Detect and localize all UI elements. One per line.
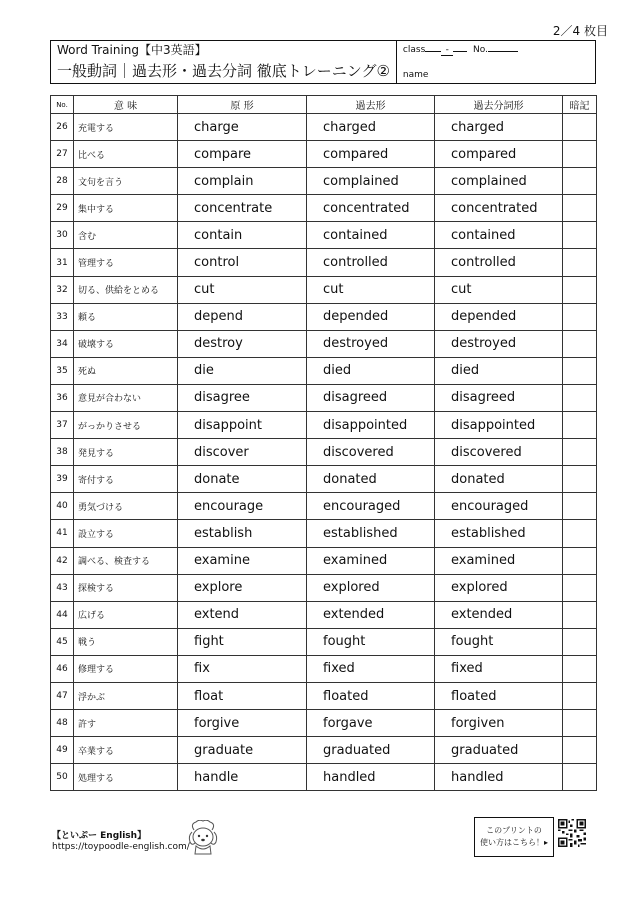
table-row: [51, 276, 597, 303]
table-row: [51, 412, 597, 439]
table-row: [51, 357, 597, 384]
row-memo-checkbox[interactable]: [563, 249, 597, 276]
row-meaning: がっかりさせる: [74, 412, 178, 439]
row-past-form: disagreed: [307, 384, 435, 411]
worksheet-header: [50, 40, 596, 84]
row-memo-checkbox[interactable]: [563, 466, 597, 493]
row-base-form: handle: [178, 764, 307, 791]
row-past-form: encouraged: [307, 493, 435, 520]
row-meaning: 戦う: [74, 628, 178, 655]
row-base-form: die: [178, 357, 307, 384]
row-past-form: handled: [307, 764, 435, 791]
row-past-participle: disappointed: [435, 412, 563, 439]
table-row: [51, 574, 597, 601]
row-past-form: died: [307, 357, 435, 384]
row-base-form: graduate: [178, 737, 307, 764]
row-base-form: contain: [178, 222, 307, 249]
row-number: 35: [51, 357, 74, 384]
table-row: [51, 114, 597, 141]
help-link-box[interactable]: [474, 817, 554, 857]
row-meaning: 探検する: [74, 574, 178, 601]
table-header-row: [51, 96, 597, 114]
row-memo-checkbox[interactable]: [563, 276, 597, 303]
row-base-form: discover: [178, 439, 307, 466]
help-line-2: 使い方はこちら！▸: [479, 838, 548, 847]
row-past-participle: cut: [435, 276, 563, 303]
row-past-form: disappointed: [307, 412, 435, 439]
row-meaning: 発見する: [74, 439, 178, 466]
row-past-form: charged: [307, 114, 435, 141]
row-base-form: fix: [178, 655, 307, 682]
table-row: [51, 249, 597, 276]
row-number: 28: [51, 168, 74, 195]
row-past-participle: complained: [435, 168, 563, 195]
row-past-participle: destroyed: [435, 330, 563, 357]
no-label: No.: [473, 45, 488, 55]
site-url[interactable]: https://toypoodle-english.com/: [52, 842, 190, 852]
row-meaning: 管理する: [74, 249, 178, 276]
row-number: 36: [51, 384, 74, 411]
row-base-form: disappoint: [178, 412, 307, 439]
row-past-form: donated: [307, 466, 435, 493]
table-row: [51, 520, 597, 547]
row-number: 46: [51, 655, 74, 682]
row-meaning: 切る、供給をとめる: [74, 276, 178, 303]
row-past-participle: handled: [435, 764, 563, 791]
row-memo-checkbox[interactable]: [563, 114, 597, 141]
row-meaning: 設立する: [74, 520, 178, 547]
row-meaning: 破壊する: [74, 330, 178, 357]
row-past-participle: established: [435, 520, 563, 547]
row-memo-checkbox[interactable]: [563, 412, 597, 439]
row-memo-checkbox[interactable]: [563, 601, 597, 628]
row-base-form: float: [178, 682, 307, 709]
row-meaning: 広げる: [74, 601, 178, 628]
row-meaning: 調べる、検査する: [74, 547, 178, 574]
row-memo-checkbox[interactable]: [563, 303, 597, 330]
table-row: [51, 764, 597, 791]
row-base-form: charge: [178, 114, 307, 141]
row-past-participle: fixed: [435, 655, 563, 682]
col-header-memo: 暗記: [563, 96, 597, 114]
table-row: [51, 628, 597, 655]
row-base-form: cut: [178, 276, 307, 303]
row-memo-checkbox[interactable]: [563, 628, 597, 655]
col-header-meaning: 意 味: [74, 96, 178, 114]
table-row: [51, 466, 597, 493]
table-row: [51, 710, 597, 737]
worksheet-title: 一般動詞｜過去形・過去分詞 徹底トレーニング②: [57, 62, 390, 80]
row-number: 45: [51, 628, 74, 655]
class-label: class: [402, 45, 426, 55]
title-block: [51, 41, 397, 83]
row-past-participle: discovered: [435, 439, 563, 466]
col-header-base: 原 形: [178, 96, 307, 114]
row-memo-checkbox[interactable]: [563, 384, 597, 411]
row-base-form: complain: [178, 168, 307, 195]
row-memo-checkbox[interactable]: [563, 710, 597, 737]
row-past-form: compared: [307, 141, 435, 168]
row-number: 37: [51, 412, 74, 439]
row-past-form: controlled: [307, 249, 435, 276]
row-past-participle: extended: [435, 601, 563, 628]
row-meaning: 意見が合わない: [74, 384, 178, 411]
row-memo-checkbox[interactable]: [563, 141, 597, 168]
help-line-1: このプリントの: [486, 826, 542, 835]
row-past-form: explored: [307, 574, 435, 601]
row-meaning: 許す: [74, 710, 178, 737]
row-number: 47: [51, 682, 74, 709]
row-meaning: 勇気づける: [74, 493, 178, 520]
row-memo-checkbox[interactable]: [563, 168, 597, 195]
row-past-participle: floated: [435, 682, 563, 709]
row-number: 29: [51, 195, 74, 222]
row-memo-checkbox[interactable]: [563, 330, 597, 357]
row-base-form: donate: [178, 466, 307, 493]
row-number: 48: [51, 710, 74, 737]
row-past-form: discovered: [307, 439, 435, 466]
row-base-form: forgive: [178, 710, 307, 737]
row-base-form: concentrate: [178, 195, 307, 222]
table-row: [51, 655, 597, 682]
row-base-form: control: [178, 249, 307, 276]
row-meaning: 比べる: [74, 141, 178, 168]
row-number: 41: [51, 520, 74, 547]
row-past-participle: graduated: [435, 737, 563, 764]
row-meaning: 処理する: [74, 764, 178, 791]
row-past-participle: died: [435, 357, 563, 384]
row-memo-checkbox[interactable]: [563, 357, 597, 384]
row-base-form: depend: [178, 303, 307, 330]
table-row: [51, 303, 597, 330]
table-row: [51, 330, 597, 357]
row-number: 50: [51, 764, 74, 791]
row-number: 31: [51, 249, 74, 276]
row-base-form: encourage: [178, 493, 307, 520]
table-row: [51, 439, 597, 466]
row-memo-checkbox[interactable]: [563, 655, 597, 682]
col-header-no: No.: [51, 96, 74, 114]
row-past-form: concentrated: [307, 195, 435, 222]
row-meaning: 修理する: [74, 655, 178, 682]
col-header-past: 過去形: [307, 96, 435, 114]
table-row: [51, 493, 597, 520]
row-base-form: extend: [178, 601, 307, 628]
row-past-form: examined: [307, 547, 435, 574]
row-number: 44: [51, 601, 74, 628]
row-past-participle: forgiven: [435, 710, 563, 737]
row-base-form: establish: [178, 520, 307, 547]
qr-code-icon[interactable]: [558, 819, 586, 847]
table-row: [51, 195, 597, 222]
word-table: [50, 95, 597, 791]
row-past-form: fought: [307, 628, 435, 655]
row-number: 39: [51, 466, 74, 493]
row-past-form: graduated: [307, 737, 435, 764]
row-past-form: contained: [307, 222, 435, 249]
row-number: 26: [51, 114, 74, 141]
row-memo-checkbox[interactable]: [563, 439, 597, 466]
row-memo-checkbox[interactable]: [563, 764, 597, 791]
row-past-participle: compared: [435, 141, 563, 168]
row-past-participle: explored: [435, 574, 563, 601]
col-header-past-participle: 過去分詞形: [435, 96, 563, 114]
row-memo-checkbox[interactable]: [563, 493, 597, 520]
row-memo-checkbox[interactable]: [563, 547, 597, 574]
row-meaning: 充電する: [74, 114, 178, 141]
row-number: 38: [51, 439, 74, 466]
row-memo-checkbox[interactable]: [563, 195, 597, 222]
row-meaning: 含む: [74, 222, 178, 249]
row-past-participle: encouraged: [435, 493, 563, 520]
table-row: [51, 547, 597, 574]
row-meaning: 死ぬ: [74, 357, 178, 384]
row-past-form: floated: [307, 682, 435, 709]
row-meaning: 浮かぶ: [74, 682, 178, 709]
table-row: [51, 141, 597, 168]
row-past-form: established: [307, 520, 435, 547]
row-past-participle: depended: [435, 303, 563, 330]
row-meaning: 集中する: [74, 195, 178, 222]
row-past-participle: charged: [435, 114, 563, 141]
row-past-form: fixed: [307, 655, 435, 682]
row-number: 27: [51, 141, 74, 168]
row-number: 30: [51, 222, 74, 249]
toy-poodle-icon: [186, 820, 220, 856]
row-past-form: complained: [307, 168, 435, 195]
row-past-form: forgave: [307, 710, 435, 737]
table-row: [51, 737, 597, 764]
name-label: name: [402, 70, 429, 80]
row-meaning: 寄付する: [74, 466, 178, 493]
class-separator: -: [441, 45, 453, 56]
row-number: 32: [51, 276, 74, 303]
row-past-participle: disagreed: [435, 384, 563, 411]
row-meaning: 文句を言う: [74, 168, 178, 195]
table-row: [51, 682, 597, 709]
worksheet-subtitle: Word Training【中3英語】: [57, 43, 207, 57]
row-meaning: 頼る: [74, 303, 178, 330]
row-base-form: explore: [178, 574, 307, 601]
row-number: 40: [51, 493, 74, 520]
row-past-participle: examined: [435, 547, 563, 574]
row-past-form: destroyed: [307, 330, 435, 357]
row-number: 43: [51, 574, 74, 601]
class-field[interactable]: [403, 45, 518, 56]
table-row: [51, 601, 597, 628]
student-info-block: [397, 41, 595, 83]
row-base-form: fight: [178, 628, 307, 655]
brand-name: 【といぷー English】: [52, 831, 147, 841]
row-number: 33: [51, 303, 74, 330]
row-past-participle: donated: [435, 466, 563, 493]
row-past-participle: contained: [435, 222, 563, 249]
row-memo-checkbox[interactable]: [563, 574, 597, 601]
row-memo-checkbox[interactable]: [563, 737, 597, 764]
row-number: 49: [51, 737, 74, 764]
page-number: 2／4 枚目: [552, 24, 608, 38]
row-past-form: extended: [307, 601, 435, 628]
row-base-form: disagree: [178, 384, 307, 411]
row-number: 42: [51, 547, 74, 574]
row-past-participle: concentrated: [435, 195, 563, 222]
row-base-form: examine: [178, 547, 307, 574]
table-row: [51, 384, 597, 411]
row-base-form: destroy: [178, 330, 307, 357]
table-row: [51, 168, 597, 195]
row-past-form: cut: [307, 276, 435, 303]
row-meaning: 卒業する: [74, 737, 178, 764]
table-row: [51, 222, 597, 249]
row-base-form: compare: [178, 141, 307, 168]
row-number: 34: [51, 330, 74, 357]
row-past-participle: fought: [435, 628, 563, 655]
row-past-participle: controlled: [435, 249, 563, 276]
row-past-form: depended: [307, 303, 435, 330]
row-memo-checkbox[interactable]: [563, 222, 597, 249]
row-memo-checkbox[interactable]: [563, 520, 597, 547]
row-memo-checkbox[interactable]: [563, 682, 597, 709]
